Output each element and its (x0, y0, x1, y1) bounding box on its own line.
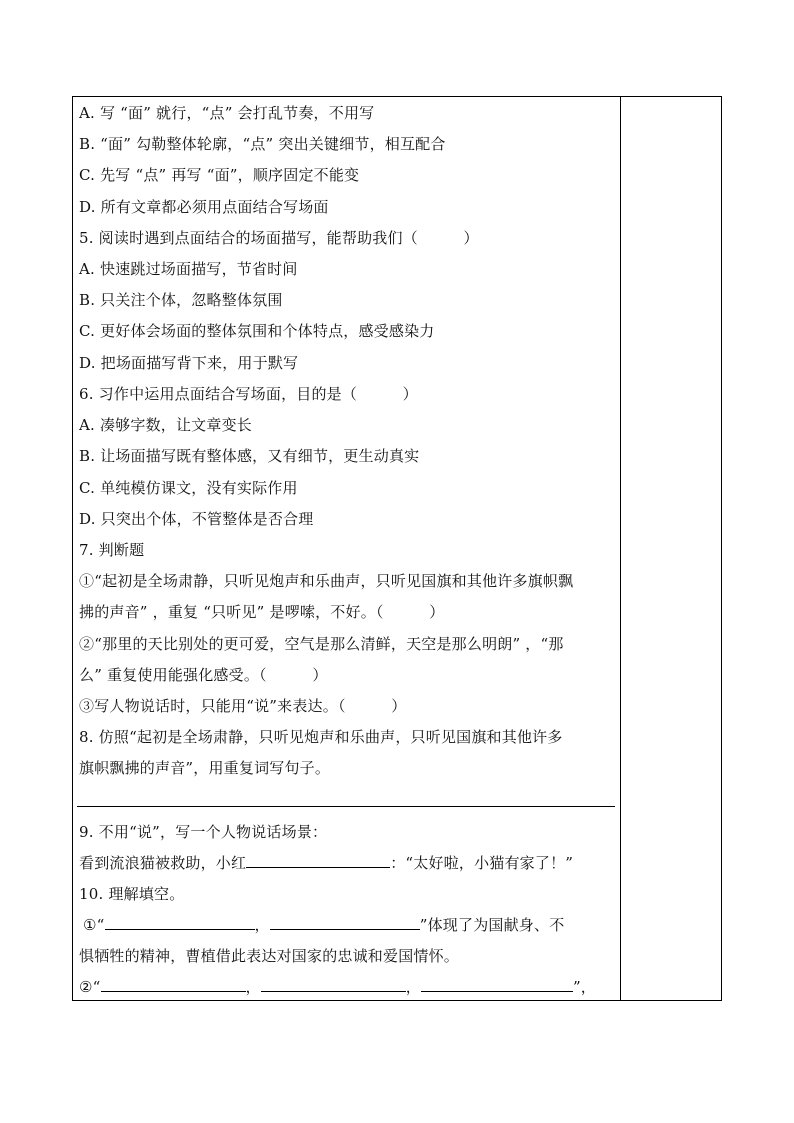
text-line: A. 写 “面” 就行，“点” 会打乱节奏，不用写 (79, 104, 375, 122)
text-line: C. 单纯模仿课文，没有实际作用 (79, 479, 298, 497)
text-line: D. 所有文章都必须用点面结合写场面 (79, 198, 329, 216)
text-line: ②“那里的天比别处的更可爱，空气是那么清鲜，天空是那么明朗” ，“那 (79, 635, 564, 653)
text-line: B. 只关注个体，忽略整体氛围 (79, 291, 283, 309)
text-line: C. 更好体会场面的整体氛围和个体特点，感受感染力 (79, 322, 435, 340)
q10-1-blank-a[interactable] (105, 915, 255, 930)
text-line: D. 只突出个体，不管整体是否合理 (79, 510, 314, 528)
q10-2-blank-a[interactable] (101, 977, 246, 992)
q10-2-blank-c[interactable] (421, 977, 573, 992)
text-line: 拂的声音” ，重复 “只听见” 是啰嗦，不好。（ ） (79, 603, 445, 621)
question-8: 8. 仿照“起初是全场肃静，只听见炮声和乐曲声，只听见国旗和其他许多 (79, 728, 563, 746)
comma: ， (254, 916, 270, 934)
worksheet-table (72, 96, 722, 1001)
q10-item-2 (79, 977, 596, 997)
q9-sentence (79, 853, 573, 873)
q9-blank[interactable] (246, 853, 390, 868)
comma: ， (245, 978, 261, 996)
text-line: A. 凑够字数，让文章变长 (79, 416, 252, 434)
answer-line[interactable] (77, 806, 615, 807)
text-line: ③写人物说话时，只能用“说”来表达。（ ） (79, 697, 407, 715)
q9-after: ：“太好啦，小猫有家了！” (390, 854, 574, 872)
text-line: A. 快速跳过场面描写，节省时间 (79, 260, 298, 278)
text-line: C. 先写 “点” 再写 “面”，顺序固定不能变 (79, 166, 360, 184)
q10-1-tail: ”体现了为国献身、不 (419, 916, 565, 934)
q10-2-tail: ”， (572, 978, 597, 996)
notes-column (621, 97, 721, 1000)
question-5: 5. 阅读时遇到点面结合的场面描写，能帮助我们（ ） (79, 229, 479, 247)
question-6: 6. 习作中运用点面结合写场面，目的是（ ） (79, 385, 418, 403)
question-10: 10. 理解填空。 (79, 885, 185, 903)
content-column (73, 97, 621, 1000)
text-line: 旗帜飘拂的声音”，用重复词写句子。 (79, 759, 331, 777)
quote-open: ②“ (79, 978, 101, 996)
question-9: 9. 不用“说”，写一个人物说话场景： (79, 823, 328, 841)
text-line: 惧牺牲的精神，曹植借此表达对国家的忠诚和爱国情怀。 (79, 947, 460, 965)
q10-item-1 (83, 915, 564, 935)
q9-before: 看到流浪猫被救助，小红 (79, 854, 247, 872)
text-line: B. 让场面描写既有整体感，又有细节，更生动真实 (79, 447, 420, 465)
text-line: D. 把场面描写背下来，用于默写 (79, 354, 299, 372)
text-line: 么” 重复使用能强化感受。（ ） (79, 666, 328, 684)
q10-1-blank-b[interactable] (270, 915, 420, 930)
text-line: ①“起初是全场肃静，只听见炮声和乐曲声，只听见国旗和其他许多旗帜飘 (79, 572, 574, 590)
text-line: B. “面” 勾勒整体轮廓，“点” 突出关键细节，相互配合 (79, 135, 446, 153)
comma: ， (405, 978, 421, 996)
quote-open: ①“ (83, 916, 105, 934)
question-7: 7. 判断题 (79, 541, 145, 559)
q10-2-blank-b[interactable] (261, 977, 406, 992)
